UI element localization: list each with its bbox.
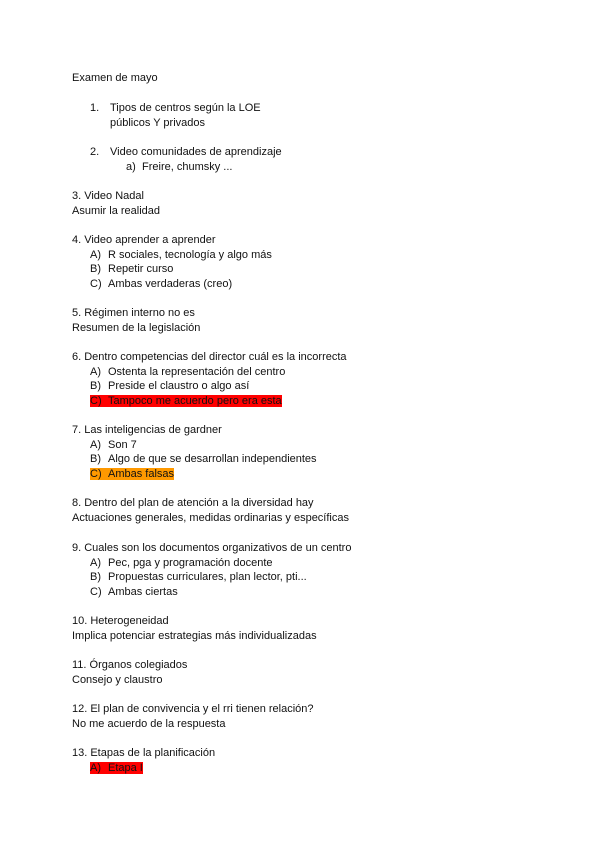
option-label: B)	[90, 453, 101, 465]
question-5-answer: Resumen de la legislación	[72, 321, 201, 334]
question-11	[72, 658, 560, 687]
question-2-option-label: a)	[126, 160, 136, 173]
question-7-option-a	[72, 438, 560, 453]
question-12-text: 12. El plan de convivencia y el rri tienen relación?	[72, 703, 314, 715]
question-1	[72, 101, 560, 130]
option-text: Ambas ciertas	[108, 585, 178, 598]
question-1-text	[72, 101, 560, 116]
question-3	[72, 189, 560, 218]
question-1-number: 1.	[90, 102, 100, 114]
option-label: B)	[90, 571, 101, 583]
option-text: Preside el claustro o algo así	[108, 380, 250, 392]
option-text: Son 7	[108, 438, 137, 451]
question-6-option-b	[72, 379, 560, 394]
option-label: C)	[90, 467, 102, 480]
option-label: A)	[90, 248, 101, 261]
question-2	[72, 145, 560, 174]
option-label: A)	[90, 438, 101, 451]
document-title-block	[72, 71, 560, 86]
option-label: A)	[90, 556, 101, 569]
option-label: B)	[90, 263, 101, 275]
question-8	[72, 496, 560, 525]
question-7-option-b	[72, 452, 560, 467]
question-13-option-a	[72, 761, 560, 776]
option-label: C)	[90, 585, 102, 598]
question-12-answer: No me acuerdo de la respuesta	[72, 717, 226, 730]
question-7-text: 7. Las inteligencias de gardner	[72, 424, 222, 436]
question-1-answer: públicos Y privados	[110, 116, 205, 129]
highlight-red	[90, 395, 282, 407]
question-9-option-a	[72, 556, 560, 571]
highlight-orange	[90, 468, 174, 480]
question-1-label: Tipos de centros según la LOE	[110, 102, 261, 114]
document-title: Examen de mayo	[72, 72, 158, 84]
question-10-text: 10. Heterogeneidad	[72, 615, 169, 627]
question-4-option-b	[72, 262, 560, 277]
question-2-label: Video comunidades de aprendizaje	[110, 146, 282, 158]
question-13	[72, 746, 560, 775]
highlight-red	[90, 762, 143, 774]
option-text: Repetir curso	[108, 263, 174, 275]
question-2-number: 2.	[90, 146, 100, 158]
option-text: Etapa I	[108, 761, 143, 774]
option-text: R sociales, tecnología y algo más	[108, 248, 272, 261]
option-text: Ambas verdaderas (creo)	[108, 277, 233, 290]
question-4-text: 4. Video aprender a aprender	[72, 234, 216, 246]
option-label: B)	[90, 380, 101, 392]
question-5	[72, 306, 560, 335]
option-label: A)	[90, 365, 101, 378]
question-2-option-text: Freire, chumsky ...	[142, 160, 233, 173]
option-label: A)	[90, 761, 101, 774]
question-2-option	[72, 160, 560, 175]
question-6-option-c	[72, 394, 560, 409]
question-12	[72, 702, 560, 731]
question-13-text: 13. Etapas de la planificación	[72, 747, 216, 759]
question-8-text: 8. Dentro del plan de atención a la diversidad hay	[72, 497, 314, 509]
option-label: C)	[90, 394, 102, 407]
question-4-option-a	[72, 248, 560, 263]
option-text: Ostenta la representación del centro	[108, 365, 286, 378]
question-3-text: 3. Video Nadal	[72, 190, 144, 202]
option-text: Propuestas curriculares, plan lector, pti...	[108, 571, 307, 583]
option-text: Tampoco me acuerdo pero era esta	[108, 394, 282, 407]
option-text: Algo de que se desarrollan independientes	[108, 453, 317, 465]
question-8-answer: Actuaciones generales, medidas ordinarias y específicas	[72, 511, 349, 524]
question-9	[72, 541, 560, 599]
question-6-text: 6. Dentro competencias del director cuál es la incorrecta	[72, 351, 347, 363]
question-9-option-b	[72, 570, 560, 585]
question-3-answer: Asumir la realidad	[72, 204, 161, 217]
question-11-text: 11. Órganos colegiados	[72, 659, 188, 671]
question-6-option-a	[72, 365, 560, 380]
question-7-option-c	[72, 467, 560, 482]
question-2-text	[72, 145, 560, 160]
question-6	[72, 350, 560, 408]
question-4	[72, 233, 560, 291]
question-5-text: 5. Régimen interno no es	[72, 307, 195, 319]
question-7	[72, 423, 560, 481]
question-11-answer: Consejo y claustro	[72, 673, 163, 686]
question-10-answer: Implica potenciar estrategias más individualizadas	[72, 629, 317, 642]
option-label: C)	[90, 277, 102, 290]
question-9-text: 9. Cuales son los documentos organizativos de un centro	[72, 542, 352, 554]
option-text: Pec, pga y programación docente	[108, 556, 273, 569]
question-4-option-c	[72, 277, 560, 292]
option-text: Ambas falsas	[108, 467, 175, 480]
question-10	[72, 614, 560, 643]
question-9-option-c	[72, 585, 560, 600]
